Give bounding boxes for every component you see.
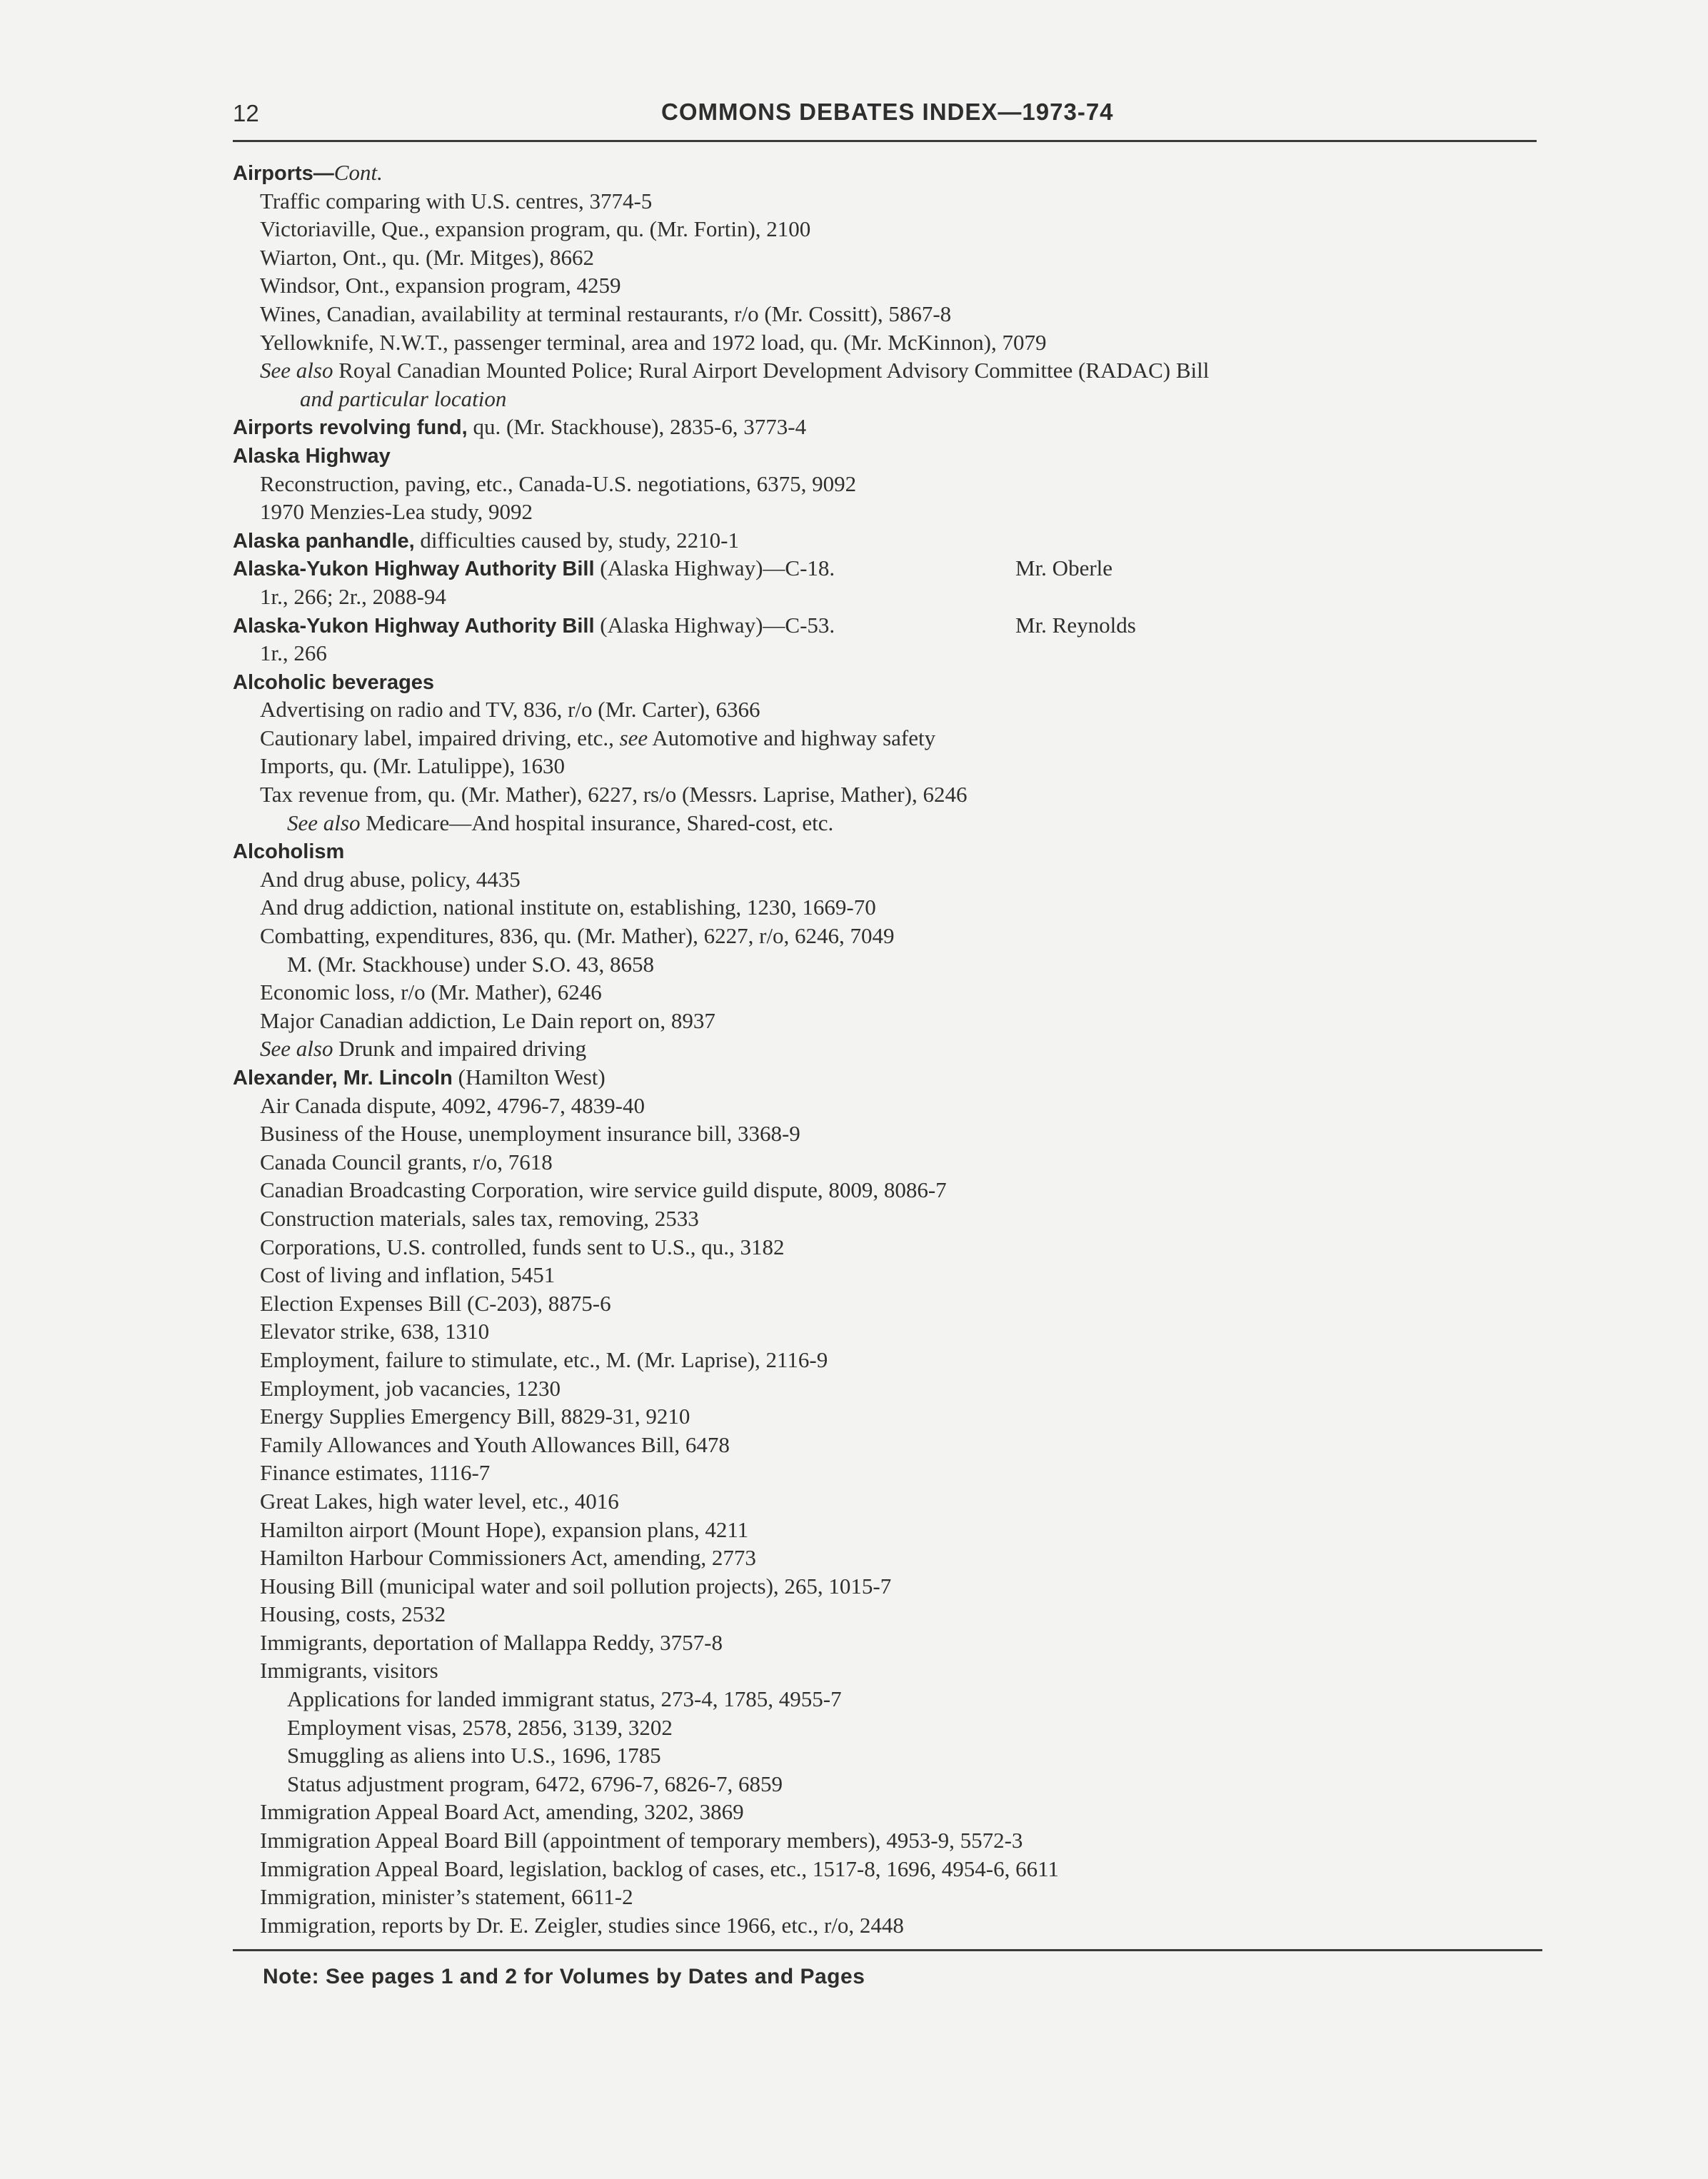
index-subentry: [233, 1148, 1539, 1177]
entry-text: Corporations, U.S. controlled, funds sent to U.S., qu., 3182: [260, 1234, 785, 1259]
entry-text: Housing, costs, 2532: [260, 1601, 446, 1627]
index-heading: [233, 668, 1539, 696]
index-subentry: [233, 328, 1539, 357]
entry-text-after: Automotive and highway safety: [648, 725, 936, 750]
entry-text: Family Allowances and Youth Allowances Bill, 6478: [260, 1431, 730, 1457]
index-heading: [233, 554, 1539, 583]
entry-text: Immigration, reports by Dr. E. Zeigler, studies since 1966, etc., r/o, 2448: [260, 1912, 904, 1938]
index-subentry: [233, 639, 1539, 668]
entry-text: Victoriaville, Que., expansion program, qu. (Mr. Fortin), 2100: [260, 216, 811, 242]
entry-text: Imports, qu. (Mr. Latulippe), 1630: [260, 753, 566, 779]
index-subentry: [233, 1374, 1539, 1403]
entry-text: Hamilton airport (Mount Hope), expansion plans, 4211: [260, 1516, 749, 1542]
entry-text: Windsor, Ont., expansion program, 4259: [260, 273, 621, 298]
index-heading: [233, 1063, 1539, 1092]
entry-text: And drug abuse, policy, 4435: [260, 866, 521, 892]
see-label: see: [619, 725, 648, 750]
entry-text: Air Canada dispute, 4092, 4796-7, 4839-40: [260, 1092, 645, 1118]
index-subentry: [233, 1317, 1539, 1346]
index-subentry: [233, 1629, 1539, 1657]
entry-heading-text: Alaska-Yukon Highway Authority Bill: [233, 558, 595, 581]
entry-text: Employment, job vacancies, 1230: [260, 1375, 561, 1401]
bill-sponsor: Mr. Reynolds: [1015, 612, 1136, 638]
index-subentry: [233, 893, 1539, 922]
entry-text: 1r., 266; 2r., 2088-94: [260, 583, 446, 609]
entry-text: Major Canadian addiction, Le Dain report on, 8937: [260, 1007, 715, 1033]
entry-text: 1970 Menzies-Lea study, 9092: [260, 499, 533, 525]
page-number: 12: [233, 100, 259, 126]
entry-text: Energy Supplies Emergency Bill, 8829-31, 9210: [260, 1404, 690, 1429]
index-subentry: [233, 1770, 1539, 1798]
entry-heading-text: Alcoholism: [233, 840, 345, 864]
entry-text: Construction materials, sales tax, removing, 2533: [260, 1205, 699, 1231]
entry-text: Cautionary label, impaired driving, etc.,: [260, 725, 620, 750]
index-subentry: [233, 1487, 1539, 1516]
entry-text: Employment visas, 2578, 2856, 3139, 3202: [287, 1714, 673, 1740]
index-subentry: [233, 780, 1539, 809]
index-heading: [233, 611, 1539, 640]
entry-text: Reconstruction, paving, etc., Canada-U.S. negotiations, 6375, 9092: [260, 470, 857, 496]
index-subentry: [233, 978, 1539, 1007]
entry-text: And drug addiction, national institute on, establishing, 1230, 1669-70: [260, 895, 876, 920]
index-heading: [233, 526, 1539, 555]
entry-text: Business of the House, unemployment insurance bill, 3368-9: [260, 1121, 800, 1147]
index-subentry: [233, 1204, 1539, 1233]
entry-text: Housing Bill (municipal water and soil pollution projects), 265, 1015-7: [260, 1573, 892, 1599]
index-heading: [233, 441, 1539, 470]
entry-text: Immigrants, deportation of Mallappa Reddy, 3757-8: [260, 1629, 723, 1655]
index-subentry: [233, 1741, 1539, 1770]
index-subentry: [233, 1713, 1539, 1742]
index-subentry: [233, 1035, 1539, 1063]
index-subentry: [233, 809, 1539, 837]
index-subentry: [233, 243, 1539, 272]
index-subentry: [233, 1572, 1539, 1601]
entry-text: Cost of living and inflation, 5451: [260, 1262, 556, 1288]
entry-text: Finance estimates, 1116-7: [260, 1460, 491, 1486]
entry-heading-detail: (Alaska Highway)—C-53.: [594, 612, 835, 638]
entry-text: Yellowknife, N.W.T., passenger terminal, area and 1972 load, qu. (Mr. McKinnon), 7079: [260, 329, 1047, 355]
entry-heading-text: Alaska Highway: [233, 444, 391, 468]
entry-italic-text: and particular location: [300, 386, 507, 411]
entry-text: Immigrants, visitors: [260, 1658, 438, 1684]
index-subentry: [233, 1798, 1539, 1826]
entry-heading-detail: (Hamilton West): [452, 1065, 606, 1090]
entry-heading-text: Airports revolving fund,: [233, 416, 468, 440]
index-subentry: [233, 1261, 1539, 1289]
entry-text: Hamilton Harbour Commissioners Act, amending, 2773: [260, 1545, 756, 1571]
entry-heading-text: Alcoholic beverages: [233, 670, 435, 694]
index-heading: [233, 413, 1539, 441]
index-subentry: [233, 1656, 1539, 1685]
index-subentry: [233, 1911, 1539, 1940]
entry-text: Medicare—And hospital insurance, Shared-cost, etc.: [360, 810, 834, 835]
page-title: COMMONS DEBATES INDEX—1973-74: [661, 99, 1114, 125]
index-subentry: [233, 1600, 1539, 1629]
entry-text: Immigration Appeal Board Act, amending, 3202, 3869: [260, 1799, 744, 1825]
entry-text: Great Lakes, high water level, etc., 4016: [260, 1488, 619, 1514]
index-subentry: [233, 271, 1539, 300]
header-rule: [233, 140, 1537, 142]
footer-rule: [233, 1949, 1542, 1951]
index-subentry: [233, 1431, 1539, 1459]
index-subentry: [233, 1883, 1539, 1911]
entry-text: Economic loss, r/o (Mr. Mather), 6246: [260, 980, 602, 1005]
index-subentry: [233, 1826, 1539, 1855]
see-also-label: See also: [260, 1036, 333, 1062]
index-subentry: [233, 470, 1539, 498]
entry-text: Tax revenue from, qu. (Mr. Mather), 6227, rs/o (Messrs. Laprise, Mather), 6246: [260, 782, 968, 807]
entry-text: Immigration Appeal Board, legislation, backlog of cases, etc., 1517-8, 1696, 4954-6, 6611: [260, 1856, 1059, 1881]
entry-text: Smuggling as aliens into U.S., 1696, 1785: [287, 1743, 661, 1768]
entry-text: Canadian Broadcasting Corporation, wire service guild dispute, 8009, 8086-7: [260, 1177, 947, 1203]
index-subentry: [233, 385, 1539, 413]
index-heading: [233, 158, 1539, 187]
index-subentry: [233, 695, 1539, 724]
entry-text: Advertising on radio and TV, 836, r/o (Mr. Carter), 6366: [260, 697, 760, 723]
entry-text: M. (Mr. Stackhouse) under S.O. 43, 8658: [287, 951, 655, 977]
index-subentry: [233, 1092, 1539, 1120]
entry-text: Wiarton, Ont., qu. (Mr. Mitges), 8662: [260, 244, 595, 270]
index-subentry: [233, 752, 1539, 780]
index-subentry: [233, 1459, 1539, 1487]
entry-text: Employment, failure to stimulate, etc., M. (Mr. Laprise), 2116-9: [260, 1347, 828, 1372]
entry-text: Combatting, expenditures, 836, qu. (Mr. Mather), 6227, r/o, 6246, 7049: [260, 923, 895, 949]
index-subentry: [233, 1119, 1539, 1148]
entry-heading-detail: difficulties caused by, study, 2210-1: [414, 527, 739, 553]
index-subentry: [233, 922, 1539, 950]
entry-text: Royal Canadian Mounted Police; Rural Airport Development Advisory Committee (RADAC) Bill: [333, 358, 1210, 383]
index-subentry: [233, 1007, 1539, 1035]
footer-note: Note: See pages 1 and 2 for Volumes by Dates and Pages: [263, 1965, 865, 1988]
index-subentry: [233, 583, 1539, 611]
index-subentry: [233, 865, 1539, 894]
entry-heading-detail: qu. (Mr. Stackhouse), 2835-6, 3773-4: [467, 414, 807, 440]
entry-text: Elevator strike, 638, 1310: [260, 1319, 490, 1344]
index-subentry: [233, 187, 1539, 216]
index-subentry: [233, 300, 1539, 328]
index-subentry: [233, 950, 1539, 979]
index-subentry: [233, 1176, 1539, 1204]
entry-heading-text: Alaska-Yukon Highway Authority Bill: [233, 614, 595, 638]
entry-text: Immigration Appeal Board Bill (appointment of temporary members), 4953-9, 5572-3: [260, 1828, 1023, 1853]
entry-text: Status adjustment program, 6472, 6796-7, 6826-7, 6859: [287, 1771, 783, 1796]
entry-heading-detail: (Alaska Highway)—C-18.: [594, 555, 835, 581]
entry-text: Immigration, minister’s statement, 6611-2: [260, 1884, 633, 1910]
index-subentry: [233, 1346, 1539, 1374]
entry-text: Traffic comparing with U.S. centres, 3774-5: [260, 188, 653, 213]
entry-text: Drunk and impaired driving: [333, 1036, 587, 1062]
entry-text: 1r., 266: [260, 640, 327, 666]
entry-text: Applications for landed immigrant status, 273-4, 1785, 4955-7: [287, 1686, 842, 1712]
index-heading: [233, 837, 1539, 865]
bill-sponsor: Mr. Oberle: [1015, 555, 1113, 581]
entry-text: Election Expenses Bill (C-203), 8875-6: [260, 1290, 611, 1316]
index-subentry: [233, 1544, 1539, 1572]
see-also-label: See also: [260, 358, 333, 383]
entry-heading-text: Airports—: [233, 162, 334, 185]
index-subentry: [233, 724, 1539, 753]
index-subentry: [233, 1402, 1539, 1431]
entry-heading-text: Alaska panhandle,: [233, 529, 415, 553]
entry-text: Wines, Canadian, availability at terminal restaurants, r/o (Mr. Cossitt), 5867-8: [260, 301, 952, 326]
entry-heading-text: Alexander, Mr. Lincoln: [233, 1067, 453, 1090]
index-subentry: [233, 1516, 1539, 1544]
index-subentry: [233, 1855, 1539, 1883]
index-subentry: [233, 1289, 1539, 1318]
index-subentry: [233, 215, 1539, 243]
entry-continued-text: Cont.: [333, 160, 383, 185]
index-subentry: [233, 498, 1539, 526]
index-body: [233, 158, 1539, 1939]
index-subentry: [233, 356, 1539, 385]
index-subentry: [233, 1233, 1539, 1262]
entry-text: Canada Council grants, r/o, 7618: [260, 1149, 553, 1174]
index-subentry: [233, 1685, 1539, 1713]
see-also-label: See also: [287, 810, 361, 835]
